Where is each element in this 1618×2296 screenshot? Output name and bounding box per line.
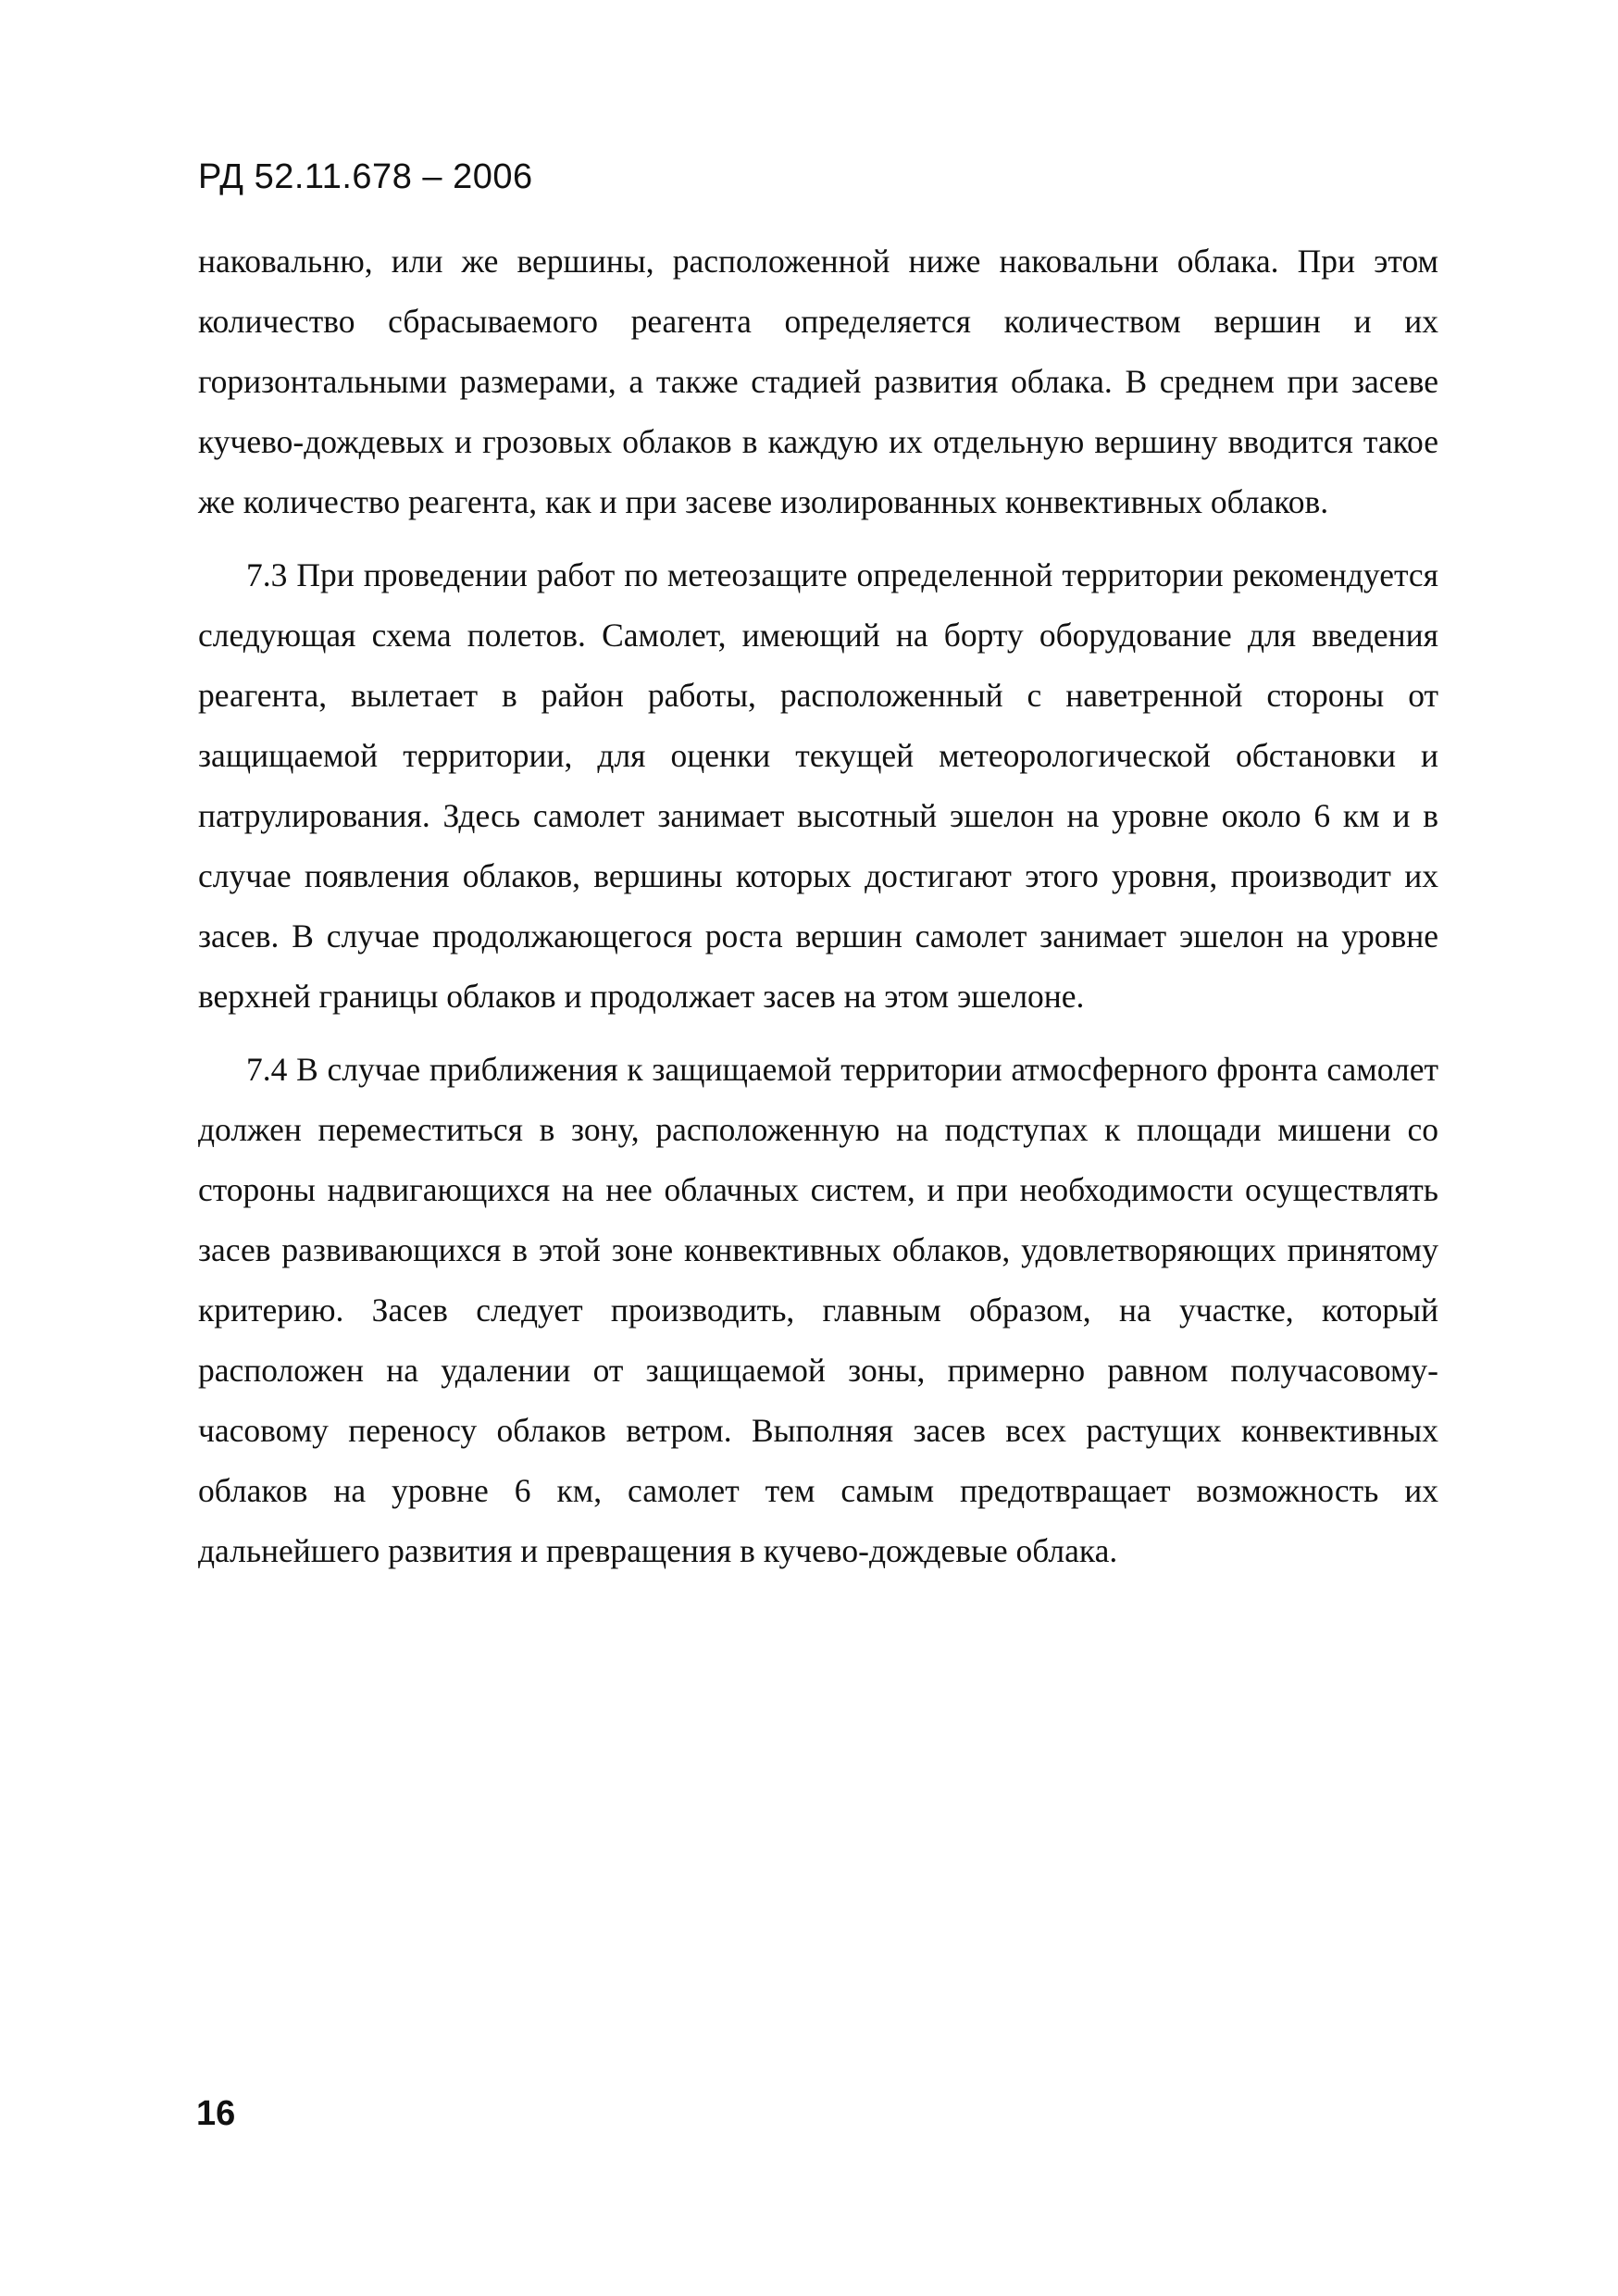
page-number: 16	[196, 2094, 236, 2133]
clause-text: В случае приближения к защищаемой территории атмосферного фронта самолет должен переместиться в зону, расположенную на подступах к площади мишени со стороны надвигающихся на нее облачных систем, и при необходимости осуществлять засев развивающихся в этой зоне конвективных облаков, удовлетворяющих принятому критерию. Засев следует производить, главным образом, на участке, который расположен на удалении от защищаемой зоны, примерно равном получасовому-часовому переносу облаков ветром. Выполняя засев всех растущих конвективных облаков на уровне 6 км, самолет тем самым предотвращает возможность их дальнейшего развития и превращения в кучево-дождевые облака.	[198, 1051, 1438, 1569]
clause-number: 7.3	[246, 556, 288, 593]
document-header: РД 52.11.678 – 2006	[198, 157, 533, 196]
paragraph-continuation: наковальню, или же вершины, расположенной ниже наковальни облака. При этом количество сбрасываемого реагента определяется количеством вершин и их горизонтальными размерами, а также стадией развития облака. В среднем при засеве кучево-дождевых и грозовых облаков в каждую их отдельную вершину вводится такое же количество реагента, как и при засеве изолированных конвективных облаков.	[198, 243, 1438, 520]
clause-text: При проведении работ по метеозащите определенной территории рекомендуется следующая схема полетов. Самолет, имеющий на борту оборудование для введения реагента, вылетает в район работы, расположенный с наветренной стороны от защищаемой территории, для оценки текущей метеорологической обстановки и патрулирования. Здесь самолет занимает высотный эшелон на уровне около 6 км и в случае появления облаков, вершины которых достигают этого уровня, производит их засев. В случае продолжающегося роста вершин самолет занимает эшелон на уровне верхней границы облаков и продолжает засев на этом эшелоне.	[198, 556, 1438, 1015]
document-body	[198, 231, 1438, 1594]
clause-number: 7.4	[246, 1051, 288, 1088]
paragraph-7-4	[198, 1040, 1438, 1581]
paragraph-7-3	[198, 545, 1438, 1027]
